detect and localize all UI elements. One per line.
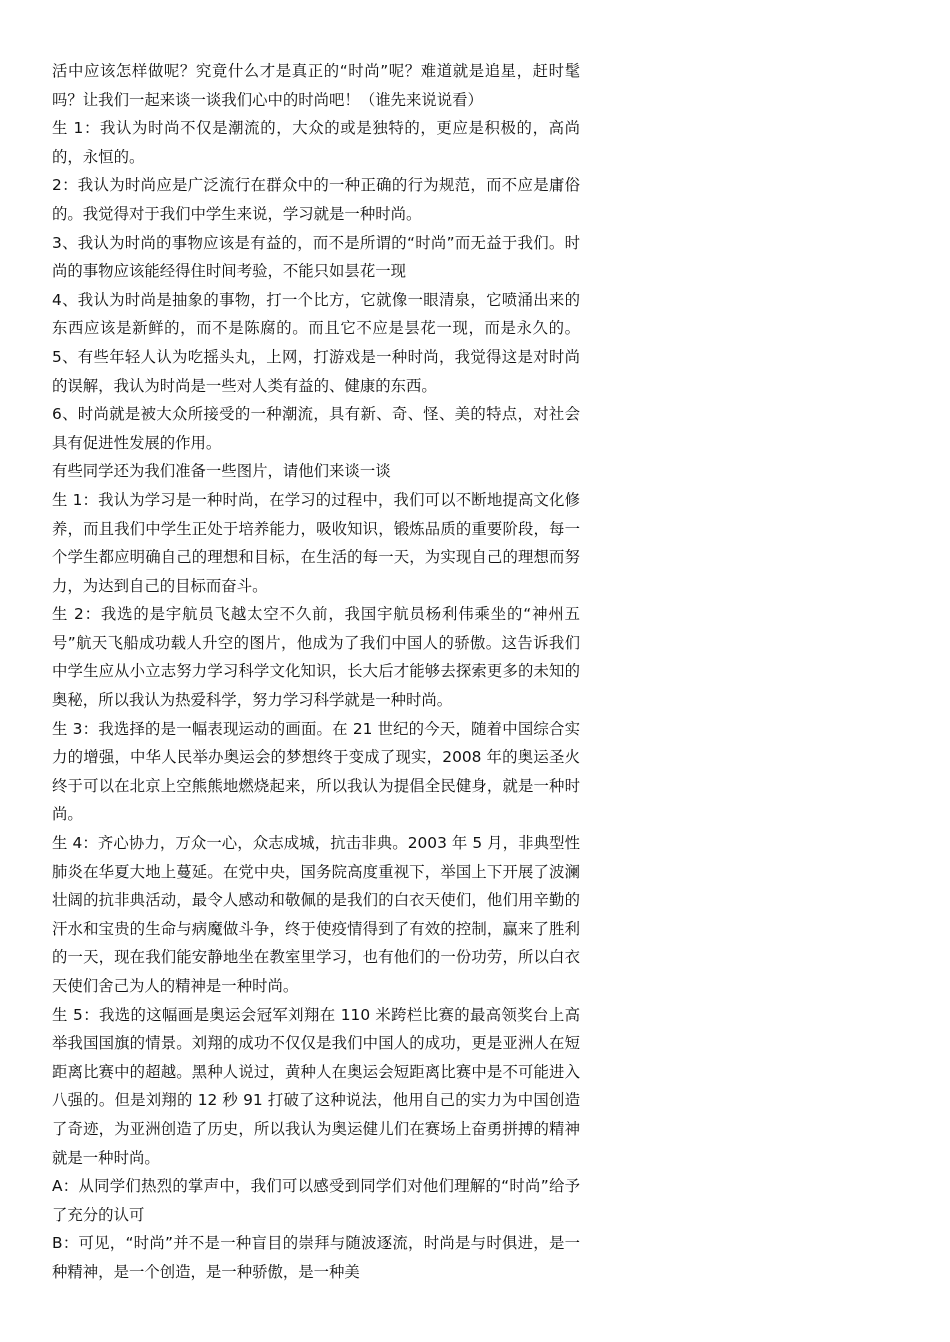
paragraph-picture-student-1: 生 1：我认为学习是一种时尚，在学习的过程中，我们可以不断地提高文化修养，而且我们中学生正处于培养能力，吸收知识，锻炼品质的重要阶段，每一个学生都应明确自己的理想和目标，在生活的每一天，为实现自己的理想而努力，为达到自己的目标而奋斗。 xyxy=(52,490,580,595)
document-page xyxy=(52,57,580,1287)
paragraph-host-a: A：从同学们热烈的掌声中，我们可以感受到同学们对他们理解的“时尚”给予了充分的认可 xyxy=(52,1177,580,1224)
paragraph-student-3: 3、我认为时尚的事物应该是有益的，而不是所谓的“时尚”而无益于我们。时尚的事物应该能经得住时间考验，不能只如昙花一现 xyxy=(52,233,580,281)
paragraph-student-6: 6、时尚就是被大众所接受的一种潮流，具有新、奇、怪、美的特点，对社会具有促进性发展的作用。 xyxy=(52,405,580,452)
paragraph-picture-student-2: 生 2：我选的是宇航员飞越太空不久前，我国宇航员杨利伟乘坐的“神州五号”航天飞船成功载人升空的图片，他成为了我们中国人的骄傲。这告诉我们中学生应从小立志努力学习科学文化知识，长大后才能够去探索更多的未知的奥秘，所以我认为热爱科学，努力学习科学就是一种时尚。 xyxy=(52,605,580,710)
paragraph-host-b: B：可见，“时尚”并不是一种盲目的崇拜与随波逐流，时尚是与时俱进，是一种精神，是一个创造，是一种骄傲，是一种美 xyxy=(52,1234,580,1281)
paragraph-student-1: 生 1：我认为时尚不仅是潮流的，大众的或是独特的，更应是积极的，高尚的，永恒的。 xyxy=(52,119,580,166)
paragraph-student-2: 2：我认为时尚应是广泛流行在群众中的一种正确的行为规范，而不应是庸俗的。我觉得对于我们中学生来说，学习就是一种时尚。 xyxy=(52,176,580,223)
paragraph-student-4-5: 4、我认为时尚是抽象的事物，打一个比方，它就像一眼清泉，它喷涌出来的东西应该是新鲜的，而不是陈腐的。而且它不应是昙花一现，而是永久的。5、有些年轻人认为吃摇头丸，上网，打游戏是一种时尚，我觉得这是对时尚的误解，我认为时尚是一些对人类有益的、健康的东西。 xyxy=(52,290,580,395)
paragraph-intro-question: 活中应该怎样做呢？究竟什么才是真正的“时尚”呢？难道就是追星，赶时髦吗？让我们一起来谈一谈我们心中的时尚吧！（谁先来说说看） xyxy=(52,62,580,109)
paragraph-picture-student-4: 生 4：齐心协力，万众一心，众志成城，抗击非典。2003 年 5 月，非典型性肺炎在华夏大地上蔓延。在党中央，国务院高度重视下，举国上下开展了波澜壮阔的抗非典活动，最令人感动和敬佩的是我们的白衣天使们，他们用辛勤的汗水和宝贵的生命与病魔做斗争，终于使疫情得到了有效的控制，赢来了胜利的一天，现在我们能安静地坐在教室里学习，也有他们的一份功劳，所以白衣天使们舍己为人的精神是一种时尚。 xyxy=(52,834,580,995)
paragraph-picture-student-5: 生 5：我选的这幅画是奥运会冠军刘翔在 110 米跨栏比赛的最高领奖台上高举我国国旗的情景。刘翔的成功不仅仅是我们中国人的成功，更是亚洲人在短距离比赛中的超越。黑种人说过，黄种人在奥运会短距离比赛中是不可能进入八强的。但是刘翔的 12 秒 91 打破了这种说法，他用自己的实力为中国创造了奇迹，为亚洲创造了历史，所以我认为奥运健儿们在赛场上奋勇拼搏的精神就是一种时尚。 xyxy=(52,1005,580,1167)
paragraph-pictures-intro: 有些同学还为我们准备一些图片，请他们来谈一谈 xyxy=(52,462,391,481)
paragraph-picture-student-3: 生 3：我选择的是一幅表现运动的画面。在 21 世纪的今天，随着中国综合实力的增强，中华人民举办奥运会的梦想终于变成了现实，2008 年的奥运圣火终于可以在北京上空熊熊地燃烧起来，所以我认为提倡全民健身，就是一种时尚。 xyxy=(52,719,580,824)
